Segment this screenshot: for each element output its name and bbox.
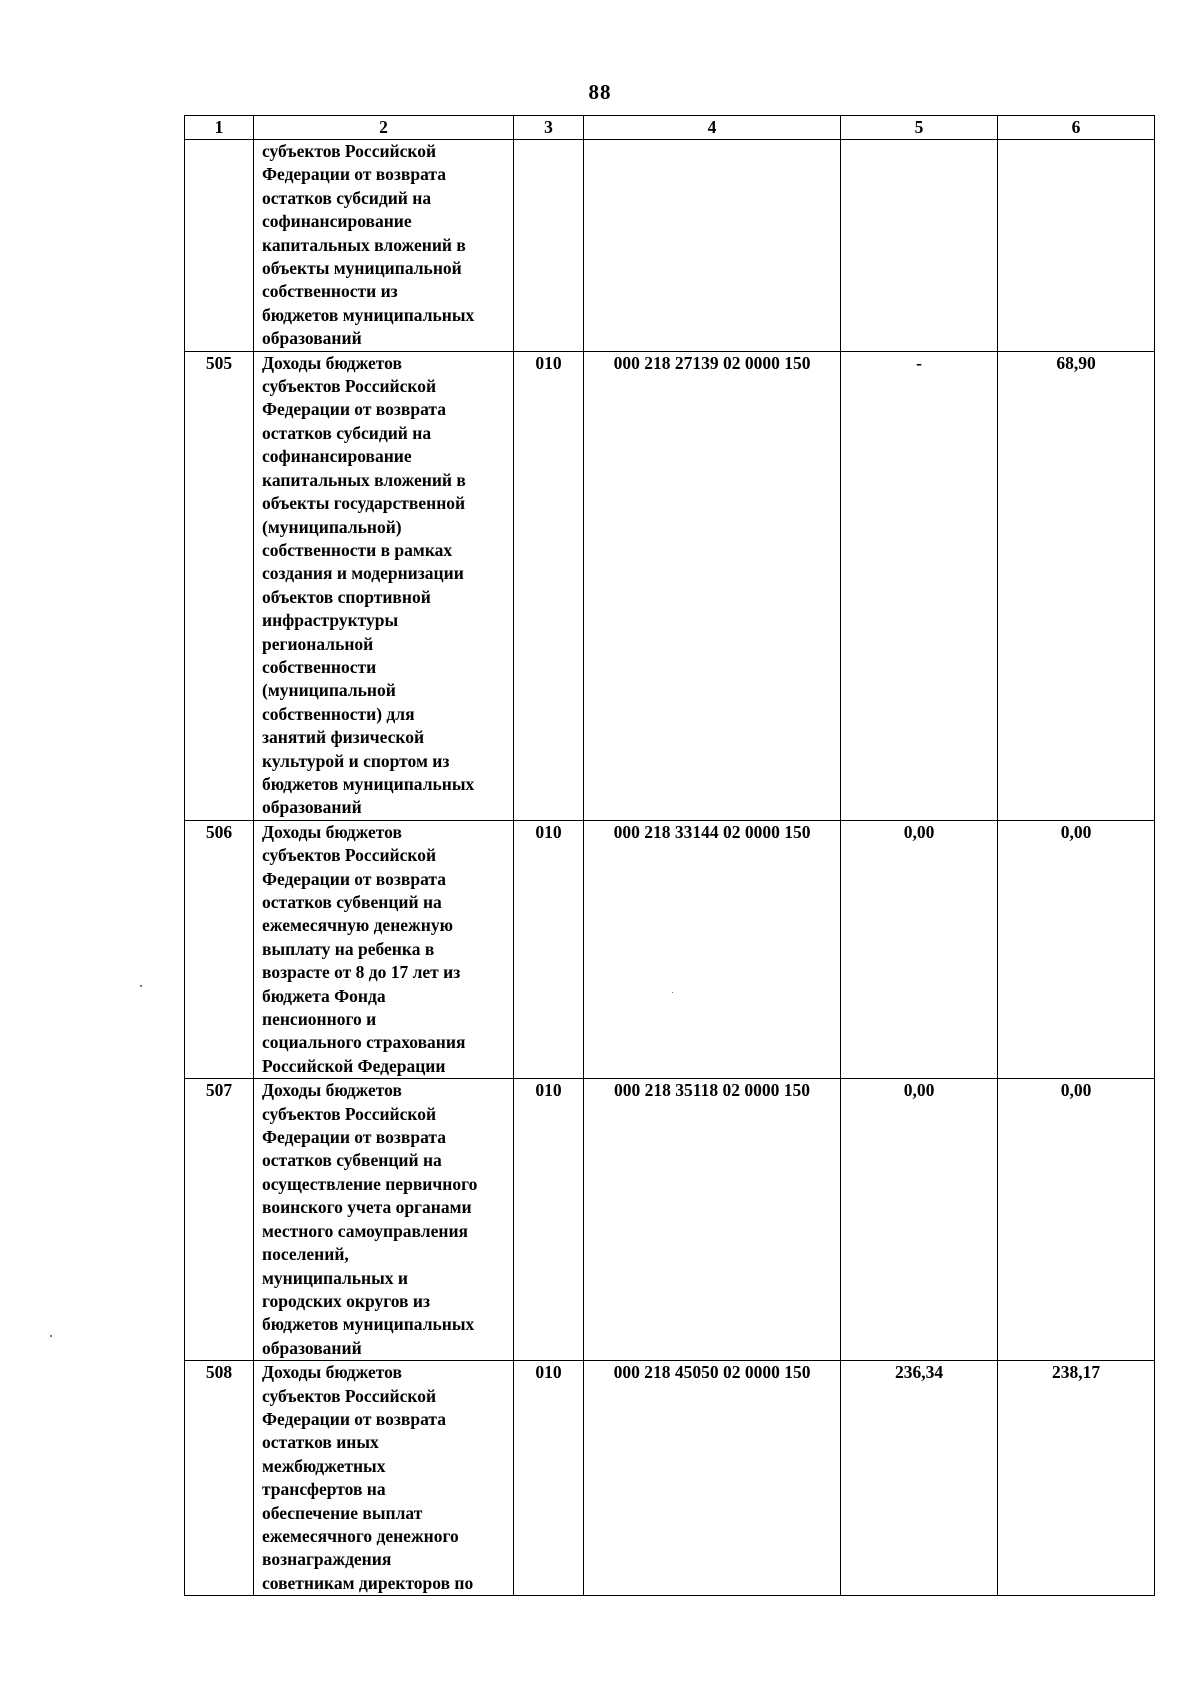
row-number: 505 — [185, 351, 254, 820]
row-value-5: 0,00 — [841, 1079, 998, 1361]
header-col-4: 4 — [584, 116, 841, 140]
row-value-5: 236,34 — [841, 1361, 998, 1596]
row-income-code — [584, 140, 841, 352]
table-row — [185, 351, 1155, 820]
row-number: 506 — [185, 820, 254, 1078]
table-row — [185, 1079, 1155, 1361]
row-income-code: 000 218 27139 02 0000 150 — [584, 351, 841, 820]
row-name: Доходы бюджетов субъектов Российской Федерации от возврата остатков субвенций на ежемесячную денежную выплату на ребенка в возрасте от 8 до 17 лет из бюджета Фонда пенсионного и социального страхования Российской Федерации — [254, 820, 514, 1078]
header-col-5: 5 — [841, 116, 998, 140]
row-name: Доходы бюджетов субъектов Российской Федерации от возврата остатков субсидий на софинансирование капитальных вложений в объекты государственной (муниципальной) собственности в рамках создания и модернизации объектов спортивной инфраструктуры региональной собственности (муниципальной собственности) для занятий физической культурой и спортом из бюджетов муниципальных образований — [254, 351, 514, 820]
table-row — [185, 820, 1155, 1078]
header-col-1: 1 — [185, 116, 254, 140]
row-number — [185, 140, 254, 352]
row-name: субъектов Российской Федерации от возврата остатков субсидий на софинансирование капитальных вложений в объекты муниципальной собственности из бюджетов муниципальных образований — [254, 140, 514, 352]
header-row — [185, 116, 1155, 140]
row-income-code: 000 218 35118 02 0000 150 — [584, 1079, 841, 1361]
row-admin-code: 010 — [514, 1361, 584, 1596]
header-col-6: 6 — [998, 116, 1155, 140]
row-income-code: 000 218 45050 02 0000 150 — [584, 1361, 841, 1596]
row-value-5 — [841, 140, 998, 352]
row-value-6 — [998, 140, 1155, 352]
row-value-6: 0,00 — [998, 820, 1155, 1078]
row-admin-code — [514, 140, 584, 352]
row-admin-code: 010 — [514, 820, 584, 1078]
row-name: Доходы бюджетов субъектов Российской Федерации от возврата остатков иных межбюджетных трансфертов на обеспечение выплат ежемесячного денежного вознаграждения советникам директоров по — [254, 1361, 514, 1596]
header-col-3: 3 — [514, 116, 584, 140]
row-number: 507 — [185, 1079, 254, 1361]
row-value-6: 68,90 — [998, 351, 1155, 820]
scan-speck — [140, 985, 142, 987]
table-row — [185, 140, 1155, 352]
row-number: 508 — [185, 1361, 254, 1596]
row-value-6: 0,00 — [998, 1079, 1155, 1361]
page-number: 88 — [588, 80, 612, 104]
row-name: Доходы бюджетов субъектов Российской Федерации от возврата остатков субвенций на осуществление первичного воинского учета органами местного самоуправления поселений, муниципальных и городских округов из бюджетов муниципальных образований — [254, 1079, 514, 1361]
row-value-5: 0,00 — [841, 820, 998, 1078]
row-admin-code: 010 — [514, 1079, 584, 1361]
scan-speck — [672, 992, 673, 993]
row-admin-code: 010 — [514, 351, 584, 820]
header-col-2: 2 — [254, 116, 514, 140]
row-value-5: - — [841, 351, 998, 820]
row-income-code: 000 218 33144 02 0000 150 — [584, 820, 841, 1078]
income-table — [184, 115, 1155, 1596]
table-row — [185, 1361, 1155, 1596]
row-value-6: 238,17 — [998, 1361, 1155, 1596]
scan-speck — [50, 1335, 52, 1337]
